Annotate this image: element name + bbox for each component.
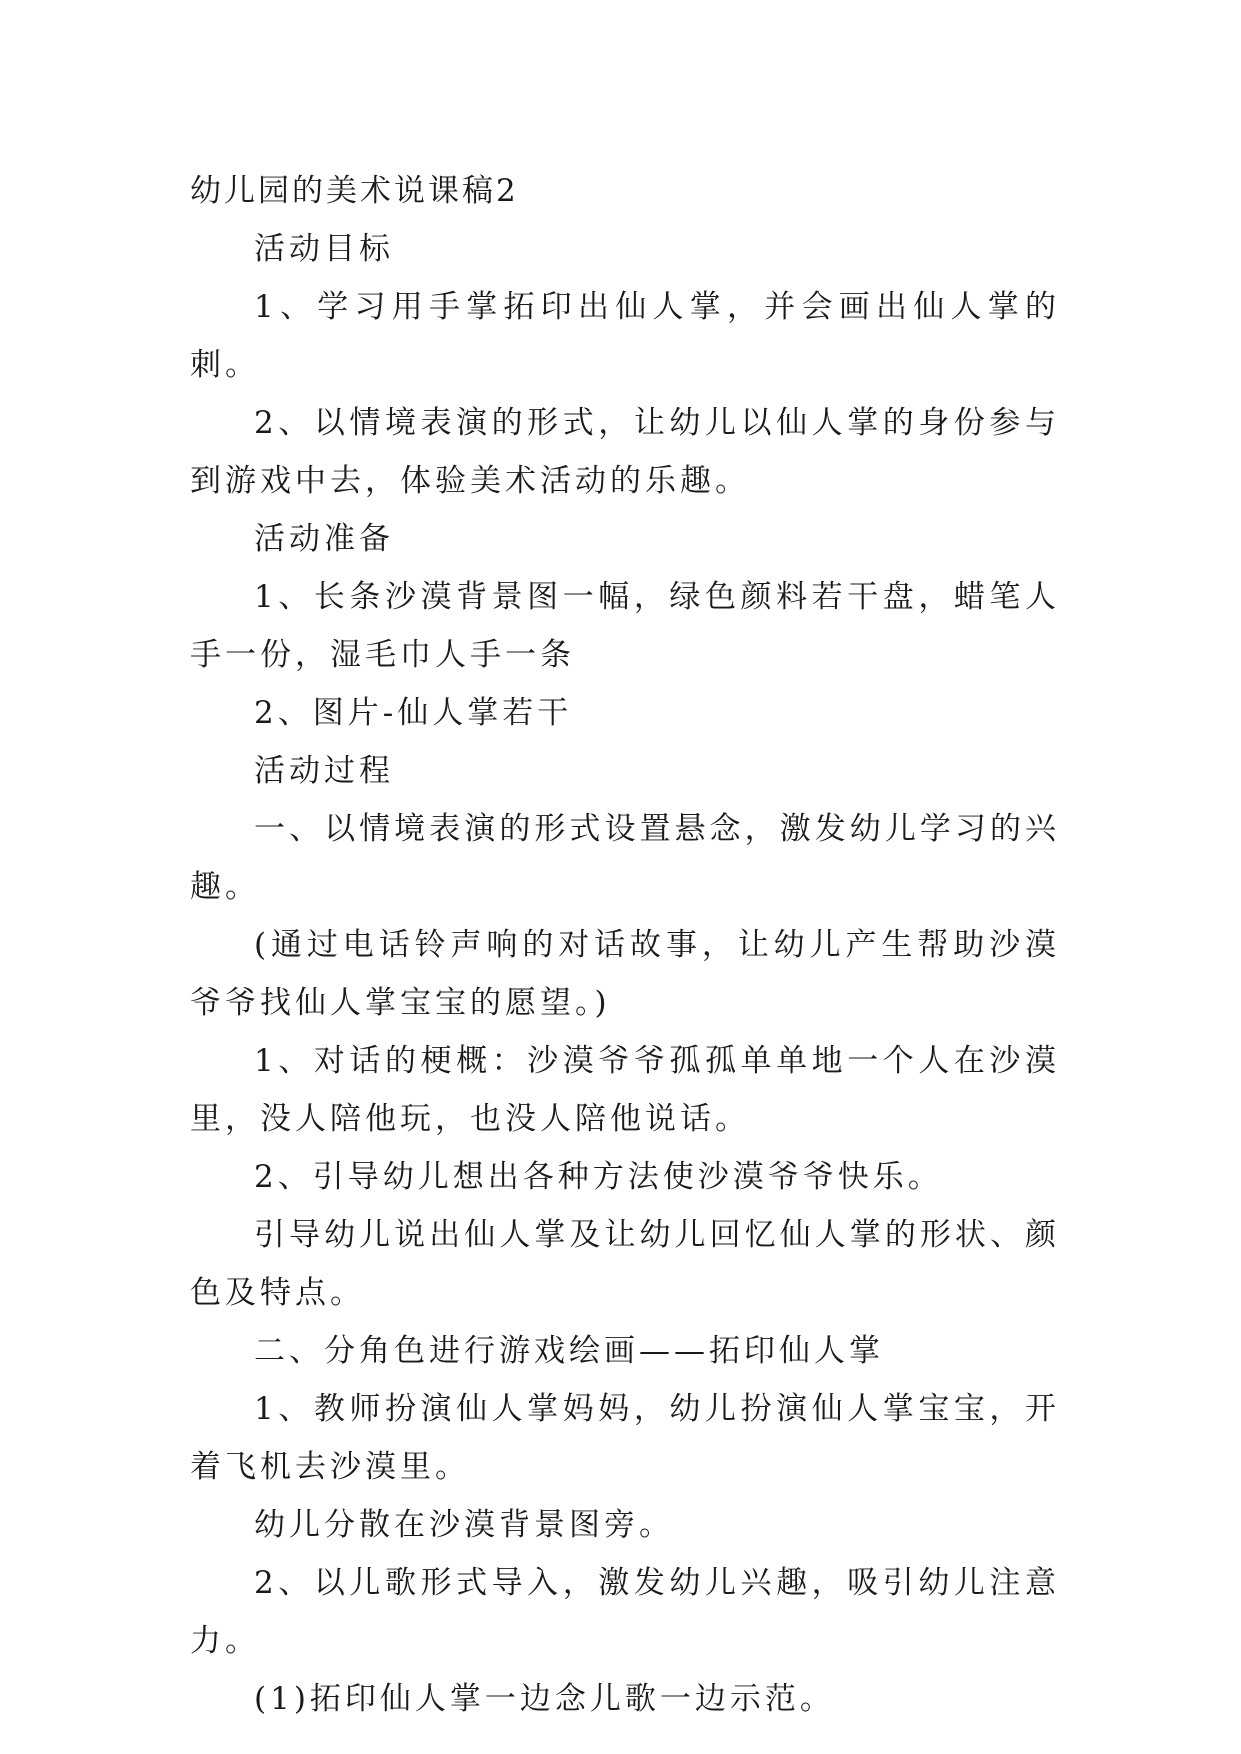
- document-title: 幼儿园的美术说课稿2: [190, 173, 519, 209]
- paragraph: 1、学习用手掌拓印出仙人掌，并会画出仙人掌的刺。: [190, 289, 1060, 383]
- paragraph: 2、图片-仙人掌若干: [254, 695, 573, 731]
- section-heading-process: 活动过程: [254, 753, 394, 789]
- paragraph: 一、以情境表演的形式设置悬念，激发幼儿学习的兴趣。: [190, 811, 1060, 905]
- section-heading-goals: 活动目标: [254, 231, 394, 267]
- paragraph: 1、长条沙漠背景图一幅，绿色颜料若干盘，蜡笔人手一份，湿毛巾人手一条: [190, 579, 1060, 673]
- section-heading-preparation: 活动准备: [254, 521, 394, 557]
- paragraph: 二、分角色进行游戏绘画——拓印仙人掌: [254, 1333, 884, 1369]
- paragraph: 1、教师扮演仙人掌妈妈，幼儿扮演仙人掌宝宝，开着飞机去沙漠里。: [190, 1391, 1060, 1485]
- paragraph: 1、对话的梗概：沙漠爷爷孤孤单单地一个人在沙漠里，没人陪他玩，也没人陪他说话。: [190, 1043, 1060, 1137]
- paragraph: (通过电话铃声响的对话故事，让幼儿产生帮助沙漠爷爷找仙人掌宝宝的愿望。): [190, 927, 1060, 1021]
- paragraph: 幼儿分散在沙漠背景图旁。: [254, 1507, 674, 1543]
- paragraph: 2、以儿歌形式导入，激发幼儿兴趣，吸引幼儿注意力。: [190, 1565, 1060, 1659]
- paragraph: 引导幼儿说出仙人掌及让幼儿回忆仙人掌的形状、颜色及特点。: [190, 1217, 1060, 1311]
- paragraph: 2、引导幼儿想出各种方法使沙漠爷爷快乐。: [254, 1159, 943, 1195]
- document-body: [190, 162, 1060, 1728]
- paragraph: 2、以情境表演的形式，让幼儿以仙人掌的身份参与到游戏中去，体验美术活动的乐趣。: [190, 405, 1060, 499]
- paragraph: (1)拓印仙人掌一边念儿歌一边示范。: [254, 1681, 835, 1717]
